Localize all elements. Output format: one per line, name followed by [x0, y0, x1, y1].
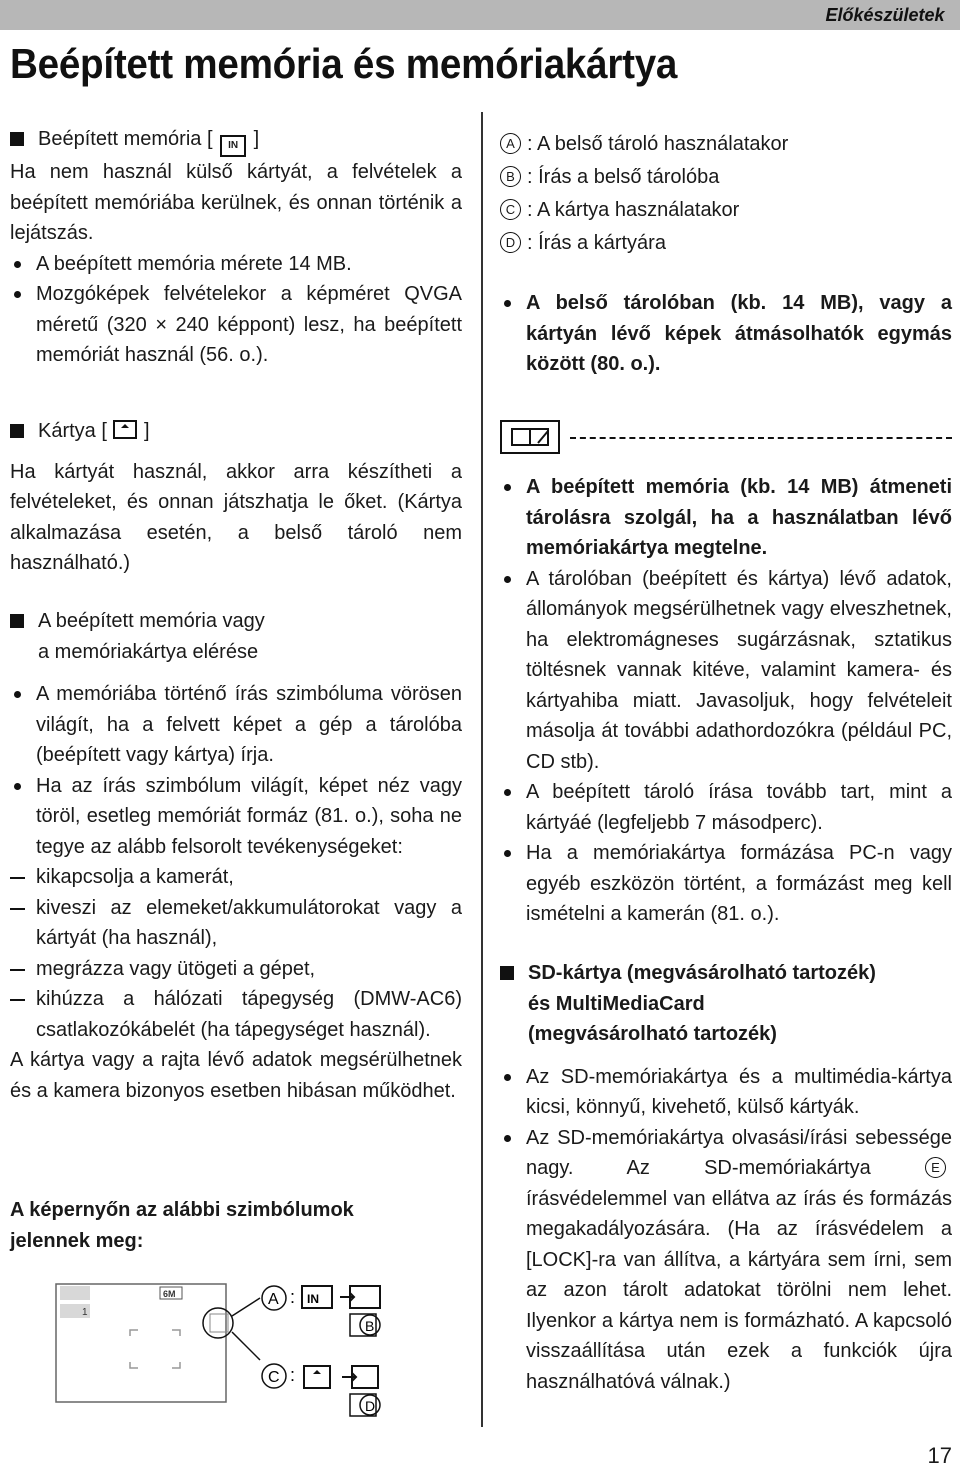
card-icon: [304, 1366, 330, 1388]
label-c-colon: :: [290, 1365, 296, 1385]
internal-memory-icon: IN: [220, 135, 246, 157]
sd-heading: SD-kártya (megvásárolható tartozék) és MultiMediaCard (megvásárolható tartozék): [500, 958, 952, 1050]
list-item: A beépített tároló írása tovább tart, mint a kártyáé (legfeljebb 7 másodperc).: [500, 777, 952, 838]
card-section: [10, 416, 462, 579]
legend-item: D : Írás a kártyára: [500, 227, 952, 260]
legend-letter: D: [500, 232, 521, 253]
list-item: Ha a memóriakártya formázása PC-n vagy egyéb eszközön történt, a formázást meg kell ismételni a kamerán (81. o.).: [500, 838, 952, 930]
label-c: C: [268, 1369, 280, 1386]
sd-section: [500, 958, 952, 1397]
label-b: B: [365, 1318, 375, 1334]
list-item: A memóriába történő írás szimbóluma vörösen világít, ha a felvett képet a gép a tárolóba (beépített vagy kártya) írja.: [10, 679, 462, 771]
list-item: kikapcsolja a kamerát,: [0, 862, 462, 893]
icon-in-label: IN: [307, 1292, 319, 1306]
list-item: A beépített memória mérete 14 MB.: [10, 249, 462, 280]
sd-bullets: [500, 1062, 952, 1398]
label-a: A: [268, 1291, 279, 1308]
write-protect-letter: E: [925, 1157, 946, 1178]
list-item: kihúzza a hálózati tápegység (DMW-AC6) csatlakozókábelét (ha tápegységet használ).: [0, 984, 462, 1045]
square-bullet-icon: [500, 966, 514, 980]
access-section: [10, 606, 462, 1106]
write-arrow-icon: [340, 1293, 354, 1301]
builtin-memory-heading: Beépített memória [ IN ]: [10, 124, 462, 157]
pointer-line: [232, 1298, 260, 1316]
pointer-line: [232, 1332, 260, 1360]
legend-item: A : A belső tároló használatakor: [500, 128, 952, 161]
lcd-count: 1: [82, 1307, 88, 1318]
square-bullet-icon: [10, 614, 24, 628]
builtin-intro: Ha nem használ külső kártyát, a felvételek a beépített memóriába kerülnek, és onnan történik a lejátszás.: [10, 161, 462, 244]
card-heading: Kártya [ ]: [10, 416, 462, 447]
access-dash-list: [0, 862, 462, 1045]
focus-frame: [130, 1330, 180, 1368]
column-divider: [481, 112, 483, 1427]
symbols-heading: A képernyőn az alábbi szimbólumok jelennek meg:: [10, 1199, 354, 1252]
builtin-memory-section: [10, 124, 462, 371]
access-heading: A beépített memória vagy a memóriakártya elérése: [10, 606, 462, 667]
mode-icon: [60, 1286, 90, 1300]
card-text: Ha kártyát használ, akkor arra készítheti a felvételeket, és onnan játszhatja le őket. (Kártya alkalmazása esetén, a belső tároló nem használható.): [10, 460, 462, 574]
legend-letter: A: [500, 133, 521, 154]
list-item: Ha az írás szimbólum világít, képet néz vagy töröl, esetleg memóriát formáz (81. o.), soha ne tegye az alább felsorolt tevékenységeket:: [10, 771, 462, 863]
write-arrow-icon: [342, 1373, 356, 1381]
list-item: Mozgóképek felvételekor a képméret QVGA méretű (320 × 240 képpont) lesz, ha beépített memóriát használ (56. o.).: [10, 279, 462, 371]
lcd-size-label: 6M: [163, 1289, 176, 1299]
legend-list: [500, 128, 952, 260]
list-item: Az SD-memóriakártya és a multimédia-kártya kicsi, könnyű, kivehető, külső kártyák.: [500, 1062, 952, 1123]
builtin-bullets: [10, 249, 462, 371]
list-item: A tárolóban (beépített és kártya) lévő adatok, állományok megsérülhetnek vagy elveszhetnek, ha elektromágneses sugárzásnak, sztatikus töltésnek vannak kitéve, valamint kamera- és kártyahiba miatt. Javasoljuk, hogy felvételeit másolja át további adathordozókra (például PC, CD stb).: [500, 564, 952, 778]
page-title: Beépített memória és memóriakártya: [10, 40, 678, 87]
access-closing: A kártya vagy a rajta lévő adatok megsérülhetnek és a kamera bizonyos esetben hibásan működhet.: [10, 1049, 462, 1102]
square-bullet-icon: [10, 424, 24, 438]
list-item: kiveszi az elemeket/akkumulátorokat vagy a kártyát (ha használ),: [0, 893, 462, 954]
access-bullets: [10, 679, 462, 862]
list-item: A beépített memória (kb. 14 MB) átmeneti tárolásra szolgál, ha a használatban lévő memóriakártya megtelne.: [500, 472, 952, 564]
page-number: 17: [927, 1443, 952, 1468]
note-pad-icon: [500, 420, 560, 454]
copy-bullet-list: [500, 288, 952, 380]
legend-item: C : A kártya használatakor: [500, 194, 952, 227]
card-icon: [112, 418, 138, 440]
legend-item: B : Írás a belső tárolóba: [500, 161, 952, 194]
card-icon-arrow: [313, 1370, 321, 1374]
header-bar: [0, 0, 960, 30]
notes-list: [500, 472, 952, 930]
notes-header: [500, 420, 952, 454]
list-item: A belső tárolóban (kb. 14 MB), vagy a kártyán lévő képek átmásolhatók egymás között (80. o.).: [500, 288, 952, 380]
notes-dashed-rule: [570, 437, 952, 439]
legend-letter: C: [500, 199, 521, 220]
label-a-colon: :: [290, 1287, 296, 1307]
label-d: D: [365, 1398, 376, 1414]
list-item: megrázza vagy ütögeti a gépet,: [0, 954, 462, 985]
screen-symbols-figure: [54, 1278, 394, 1424]
square-bullet-icon: [10, 132, 24, 146]
lcd-screen: [56, 1284, 226, 1402]
legend-letter: B: [500, 166, 521, 187]
list-item: Az SD-memóriakártya olvasási/írási sebessége nagy. Az SD-memóriakártya E írásvédelemmel van ellátva az írás és formázás megakadályozására. (Ha az írásvédelem a [LOCK]-ra van állítva, a kártyára sem írni, sem az azon tárolt adatokat törölni nem lehet. Ilyenkor a kártya nem is formázható. A kapcsoló visszaállítása után ezek a funkciók újra használhatóvá válnak.): [500, 1123, 952, 1398]
section-label: Előkészületek: [825, 4, 945, 25]
